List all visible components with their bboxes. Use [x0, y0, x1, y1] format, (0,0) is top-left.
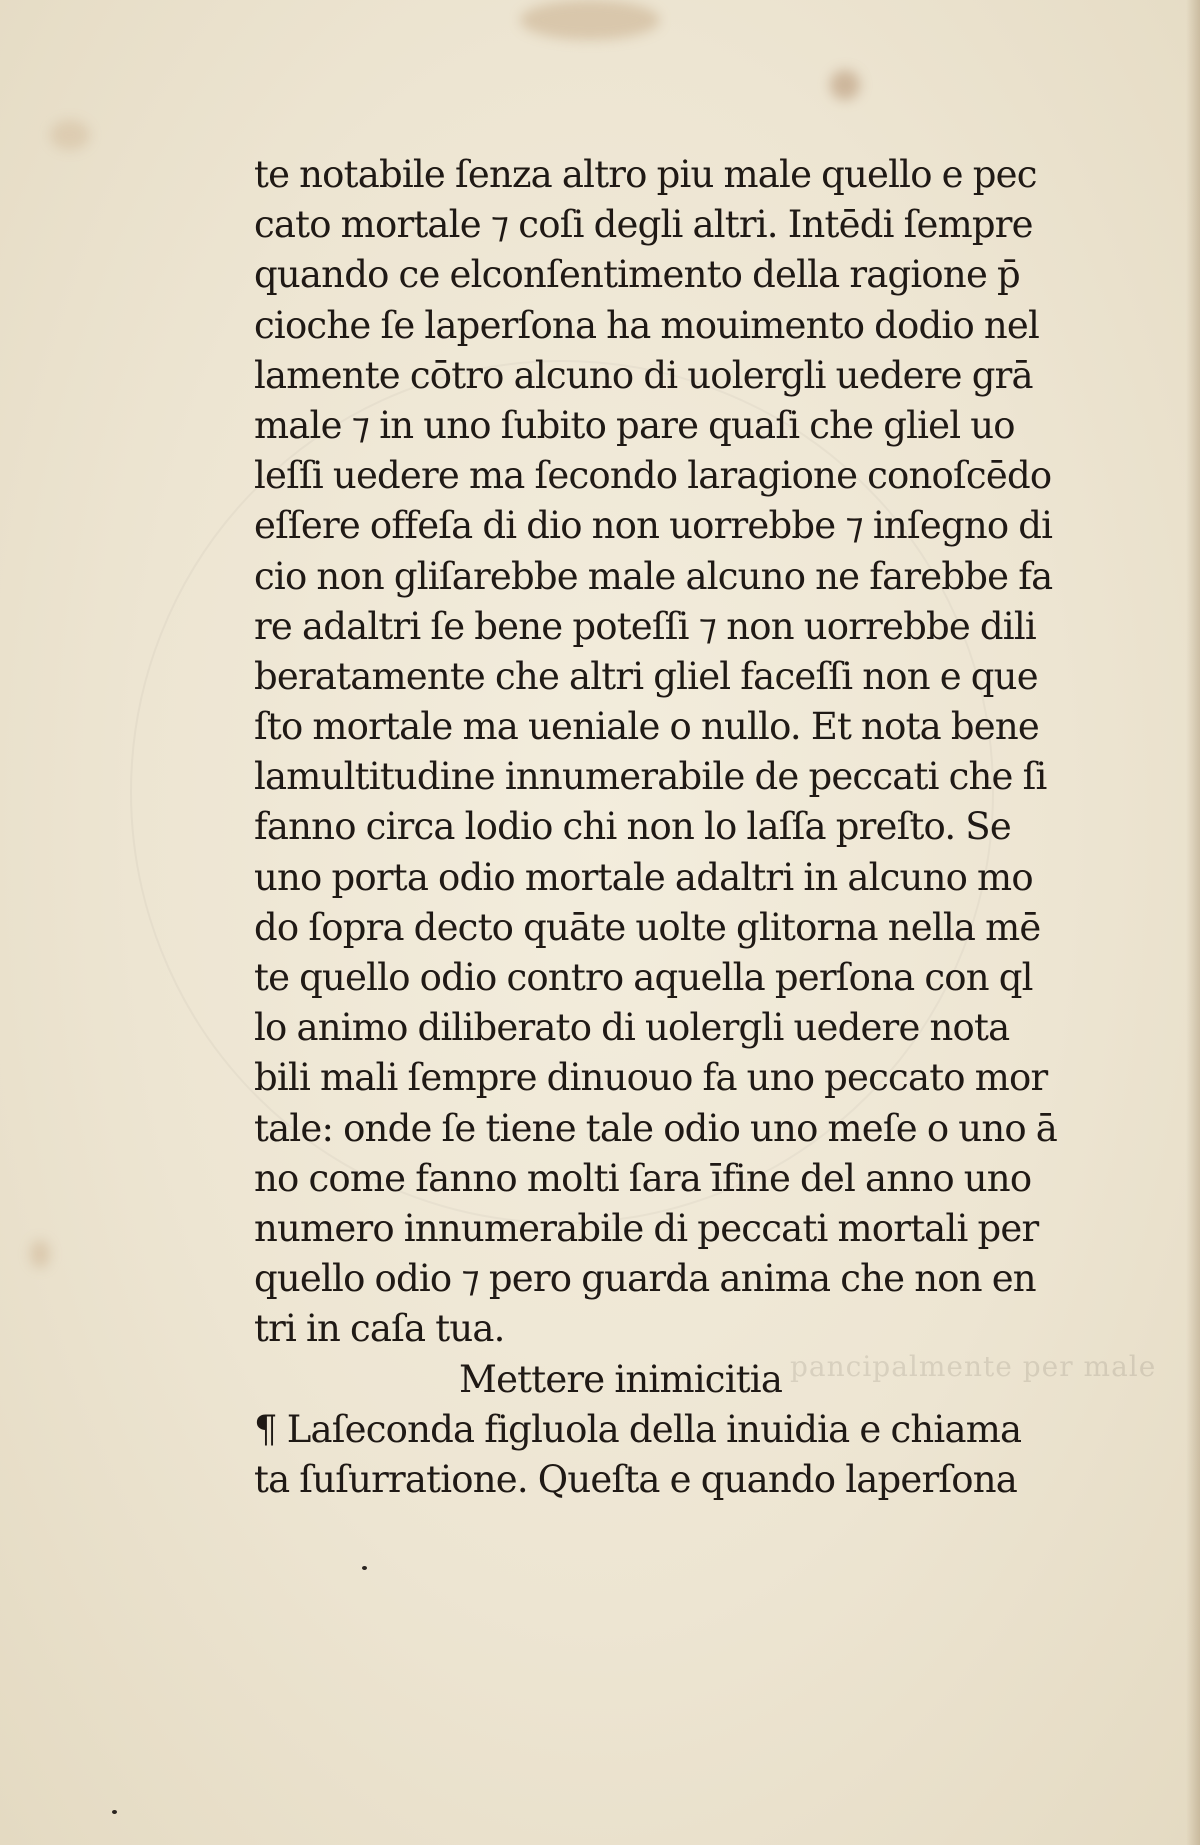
text-line: cioche ſe laperſona ha mouimento dodio nel — [254, 303, 1040, 347]
paper-stain — [30, 1240, 50, 1268]
text-line: beratamente che altri gliel faceſſi non e que — [254, 654, 1038, 698]
text-line: numero innumerabile di peccati mortali per — [254, 1206, 1039, 1250]
ink-speck — [362, 1566, 367, 1570]
bleed-through-text: pancipalmente per male — [790, 1350, 1157, 1383]
text-line: fanno circa lodio chi non lo laſſa preſto. Se — [254, 805, 1011, 849]
text-line: ſto mortale ma ueniale o nullo. Et nota bene — [254, 705, 1039, 749]
page-edge-shadow — [1186, 0, 1200, 1845]
text-line: lamente cōtro alcuno di uolergli uedere grā — [254, 353, 1033, 397]
ink-speck — [112, 1810, 117, 1814]
body-text — [254, 150, 1058, 1505]
text-line: bili mali ſempre dinuouo fa uno peccato mor — [254, 1056, 1048, 1100]
text-line: male ⁊ in uno ſubito pare quaſi che gliel uo — [254, 403, 1015, 447]
text-line: cio non gliſarebbe male alcuno ne farebbe fa — [254, 554, 1053, 598]
paper-stain — [830, 70, 860, 100]
text-line: quando ce elconſentimento della ragione p̄ — [254, 253, 1020, 297]
text-line: lamultitudine innumerabile de peccati che ſi — [254, 755, 1047, 799]
text-line: ta ſuſurratione. Queſta e quando laperſona — [254, 1457, 1018, 1501]
text-line: no come fanno molti ſara īfine del anno uno — [254, 1156, 1032, 1200]
text-line: te quello odio contro aquella perſona con ql — [254, 956, 1033, 999]
text-line: lo animo diliberato di uolergli uedere nota — [254, 1006, 1010, 1050]
paper-stain — [50, 120, 90, 150]
text-line: tri in caſa tua. — [254, 1307, 505, 1351]
text-line: te notabile ſenza altro piu male quello e pec — [254, 153, 1037, 196]
text-line: quello odio ⁊ pero guarda anima che non en — [254, 1257, 1036, 1301]
text-line: uno porta odio mortale adaltri in alcuno mo — [254, 855, 1033, 899]
text-line: cato mortale ⁊ coſi degli altri. Intēdi ſempre — [254, 203, 1033, 247]
text-line: eſſere offeſa di dio non uorrebbe ⁊ inſegno di — [254, 504, 1053, 548]
text-line: leſſi uedere ma ſecondo laragione conoſcēdo — [254, 454, 1052, 498]
text-line: do ſopra decto quāte uolte glitorna nella mē — [254, 905, 1041, 949]
section-heading: Mettere inimicitia — [459, 1357, 783, 1401]
text-line: re adaltri ſe bene poteſſi ⁊ non uorrebbe dili — [254, 604, 1036, 648]
text-line: ¶ Laſeconda figluola della inuidia e chiama — [254, 1407, 1022, 1451]
text-line: tale: onde ſe tiene tale odio uno meſe o uno ā — [254, 1106, 1058, 1150]
paper-stain — [520, 0, 660, 40]
